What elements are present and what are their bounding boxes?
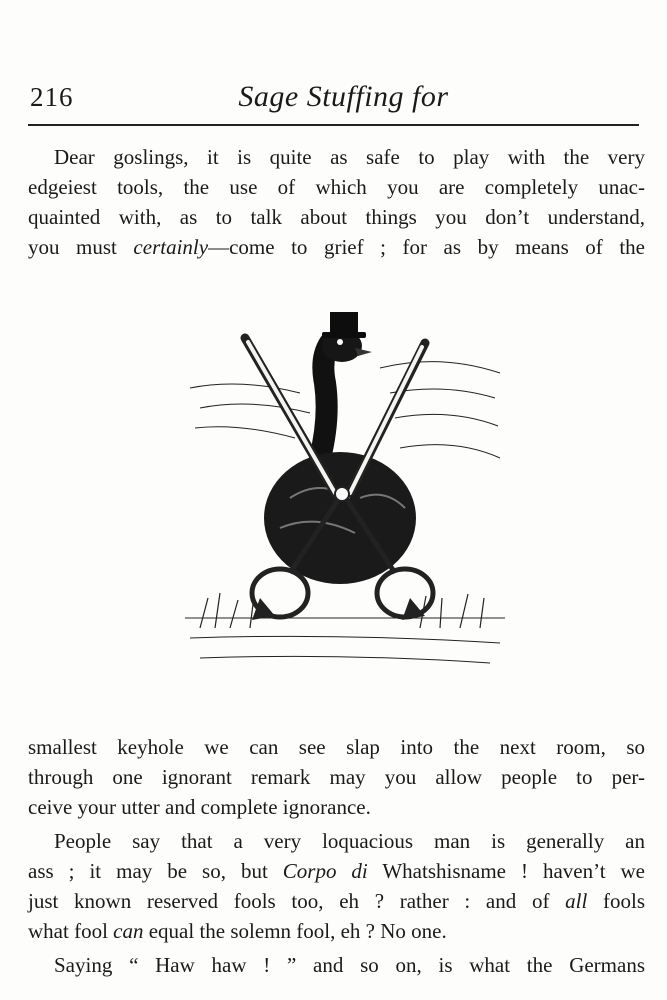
paragraph-1 [28,142,645,262]
goose-in-top-hat-with-scissors-icon [180,298,510,688]
text-run: Whatshisname ! haven’t we [367,859,646,883]
text-line: People say that a very loquacious man is generally an [54,829,645,853]
text-run: fools [587,889,646,913]
text-line: quainted with, as to talk about things you don’t understand, [28,205,645,229]
text-run: just known reserved fools too, eh ? rather : and of [28,889,566,913]
text-run: what fool [28,919,114,943]
text-run: ass ; it may be so, but [28,859,283,883]
running-title: Sage Stuffing for [238,80,449,113]
text-line [28,886,645,916]
text-run: —come to grief ; for as by means of the [208,235,645,259]
text-line: smallest keyhole we can see slap into the next room, so [28,735,645,759]
running-head [28,80,639,120]
emphasis: certainly [133,235,209,259]
text-run: you must [28,235,134,259]
page-number: 216 [30,82,74,112]
paragraph-3 [28,826,645,946]
emphasis: Corpo di [282,859,368,883]
text-line: ceive your utter and complete ignorance. [28,795,371,819]
text-line: through one ignorant remark may you allow people to per- [28,765,645,789]
text-line [28,916,645,946]
paragraph-4 [28,950,645,980]
text-line [28,856,645,886]
paragraph-2 [28,732,645,822]
text-line [28,232,645,262]
text-line: Dear goslings, it is quite as safe to play with the very [54,145,645,169]
text-line: Saying “ Haw haw ! ” and so on, is what the Germans [54,953,645,977]
text-run: equal the solemn fool, eh ? No one. [143,919,447,943]
emphasis: can [113,919,144,943]
text-line: edgeiest tools, the use of which you are completely unac- [28,175,645,199]
header-rule [28,124,639,126]
emphasis: all [565,889,588,913]
